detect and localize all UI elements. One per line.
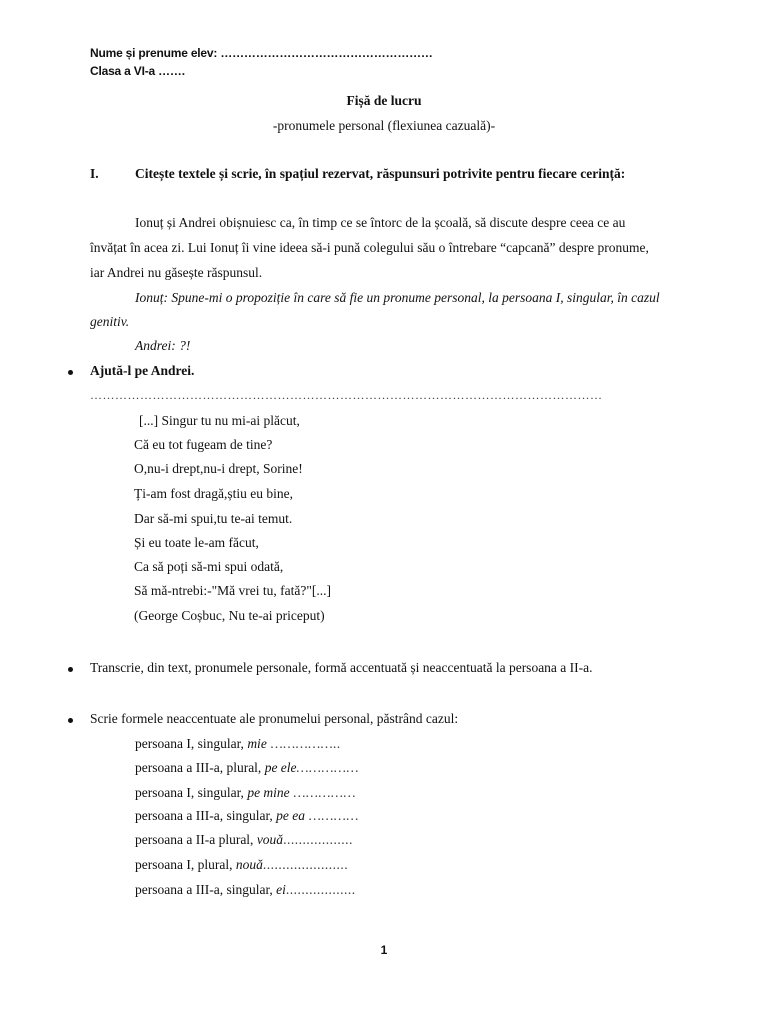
class-line: Clasa a VI-a ……. [90,64,185,78]
task-label: Ajută-l pe Andrei. [90,363,195,378]
dialog-line-ionut: Ionuț: Spune-mi o propoziție în care să fie un pronume personal, la persoana I, singular, în cazul [135,290,660,305]
exercise-line [135,808,359,824]
page-title: Fișă de lucru [346,93,422,108]
exercise-prefix: persoana a III-a, singular, [135,808,277,823]
poem-line: Ca să poți să-mi spui odată, [134,559,284,574]
poem-line: Dar să-mi spui,tu te-ai temut. [134,511,293,526]
section-instruction: Citește textele și scrie, în spațiul rezervat, răspunsuri potrivite pentru fiecare cerință: [135,166,626,181]
exercise-line [135,832,353,848]
exercise-prefix: persoana I, plural, [135,857,236,872]
exercise-line [135,882,356,898]
poem-line: Și eu toate le-am făcut, [134,535,259,550]
answer-dots[interactable]: .................. [283,832,353,847]
task-label: Transcrie, din text, pronumele personale, formă accentuată și neaccentuată la persoana a II-a. [90,660,593,675]
bullet-icon [68,718,73,723]
poem-line: [...] Singur tu nu mi-ai plăcut, [139,413,300,428]
answer-dots[interactable]: …………… [296,760,360,775]
dialog-line-ionut-cont: genitiv. [90,314,130,329]
answer-dots[interactable]: …………… [289,785,357,800]
page-number: 1 [380,943,388,957]
answer-dots[interactable]: ………… [305,808,359,823]
exercise-word: pe ea [276,808,306,823]
poem-line: O,nu-i drept,nu-i drept, Sorine! [134,461,303,476]
answer-dots[interactable]: ...................... [262,857,349,872]
section-number: I. [90,166,99,181]
task-label: Scrie formele neaccentuate ale pronumelui personal, păstrând cazul: [90,711,459,726]
exercise-line [135,785,356,801]
exercise-line [135,736,341,752]
poem-source: (George Coșbuc, Nu te-ai priceput) [134,608,325,623]
exercise-prefix: persoana a III-a, plural, [135,760,265,775]
exercise-prefix: persoana a III-a, singular, [135,882,277,897]
exercise-line [135,857,348,873]
answer-dots[interactable]: …………………………………………………………………………………………………………… [90,388,603,402]
answer-dots[interactable]: …………….. [266,736,341,751]
poem-line: Să mă-ntrebi:-"Mă vrei tu, fată?"[...] [134,583,331,598]
exercise-word: pe mine [247,785,290,800]
exercise-line [135,760,359,776]
page-subtitle: -pronumele personal (flexiunea cazuală)- [272,118,496,133]
student-name-line: Nume și prenume elev: ……………………………………………… [90,46,433,60]
poem-line: Că eu tot fugeam de tine? [134,437,273,452]
story-line: Ionuț și Andrei obișnuiesc ca, în timp ce se întorc de la școală, să discute despre ceea ce au [135,215,626,230]
story-line: iar Andrei nu găsește răspunsul. [90,265,263,280]
exercise-prefix: persoana I, singular, [135,736,248,751]
exercise-word: pe ele [264,760,297,775]
exercise-prefix: persoana I, singular, [135,785,248,800]
dialog-line-andrei: Andrei: ?! [135,338,191,353]
exercise-word: nouă [235,857,263,872]
bullet-icon [68,667,73,672]
answer-dots[interactable]: .................. [285,882,356,897]
exercise-word: mie [247,736,267,751]
exercise-prefix: persoana a II-a plural, [135,832,257,847]
exercise-word: ei [276,882,286,897]
bullet-icon [68,370,73,375]
story-line: învățat în acea zi. Lui Ionuț îi vine ideea să-i pună colegului său o întrebare “capcană” despre pronume, [90,240,649,255]
exercise-word: vouă [256,832,284,847]
poem-line: Ți-am fost dragă,știu eu bine, [134,486,293,501]
